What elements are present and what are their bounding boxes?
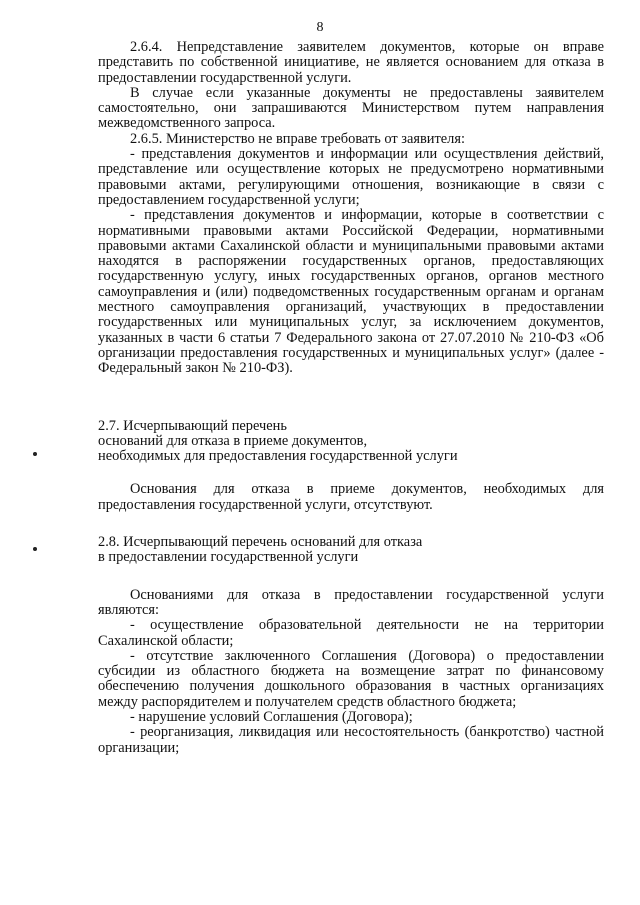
list-item-2-6-5-a: - представления документов и информации или осуществления действий, представление или осуществление которых не предусмотрено нормативными правовыми актами, регулирующими отношения, возникающие в связи с предоставлением государственной услуги; [98,146,604,208]
list-item-2-8-b: - отсутствие заключенного Соглашения (Договора) о предоставлении субсидии из областного бюджета на возмещение затрат по финансовому обеспечению получения дошкольного образования в частных организациях между распорядителем и получателем средств областного бюджета; [98,647,604,710]
paragraph-2-7: Основания для отказа в приеме документов, необходимых для предоставления государственной услуги, отсутствуют. [98,481,604,513]
paragraph-2-6-5: 2.6.5. Министерство не вправе требовать от заявителя: [130,130,465,147]
document-body [98,40,604,756]
list-item-2-8-c: - нарушение условий Соглашения (Договора); [130,708,413,725]
paragraph-2-6-4-note: В случае если указанные документы не предоставлены заявителем самостоятельно, они запрашиваются Министерством путем направления межведомственного запроса. [98,84,604,132]
section-heading-2-8 [98,535,604,566]
heading-line: оснований для отказа в приеме документов, [98,432,368,449]
heading-line: в предоставлении государственной услуги [98,549,359,566]
section-heading-2-7 [98,419,604,465]
list-item-2-8-d: - реорганизация, ликвидация или несостоятельность (банкротство) частной организации; [98,724,604,756]
heading-line: 2.8. Исчерпывающий перечень оснований для отказа [98,534,423,551]
list-item-2-8-a: - осуществление образовательной деятельности не на территории Сахалинской области; [98,617,604,649]
scan-speck [33,452,37,456]
heading-line: необходимых для предоставления государственной услуги [98,448,458,465]
page-number: 8 [316,20,324,35]
paragraph-2-6-4: 2.6.4. Непредставление заявителем документов, которые он вправе представить по собственной инициативе, не является основанием для отказа в предоставлении государственной услуги. [98,39,604,86]
list-item-2-6-5-b: - представления документов и информации, которые в соответствии с нормативными правовыми актами Российской Федерации, нормативными правовыми актами Сахалинской области и муниципальными правовыми актами находятся в распоряжении государственных органов, предоставляющих государственную услугу, иных государственных органов, органов местного самоуправления и (или) подведомственных государственным органам и органам местного самоуправления организаций, участвующих в предоставлении государственных или муниципальных услуг, за исключением документов, указанных в части 6 статьи 7 Федерального закона от 27.07.2010 № 210-ФЗ «Об организации предоставления государственных и муниципальных услуг» (далее - Федеральный закон № 210-ФЗ). [98,207,604,377]
scan-speck [33,547,37,551]
heading-line: 2.7. Исчерпывающий перечень [98,417,287,434]
paragraph-2-8: Основаниями для отказа в предоставлении государственной услуги являются: [98,586,604,618]
